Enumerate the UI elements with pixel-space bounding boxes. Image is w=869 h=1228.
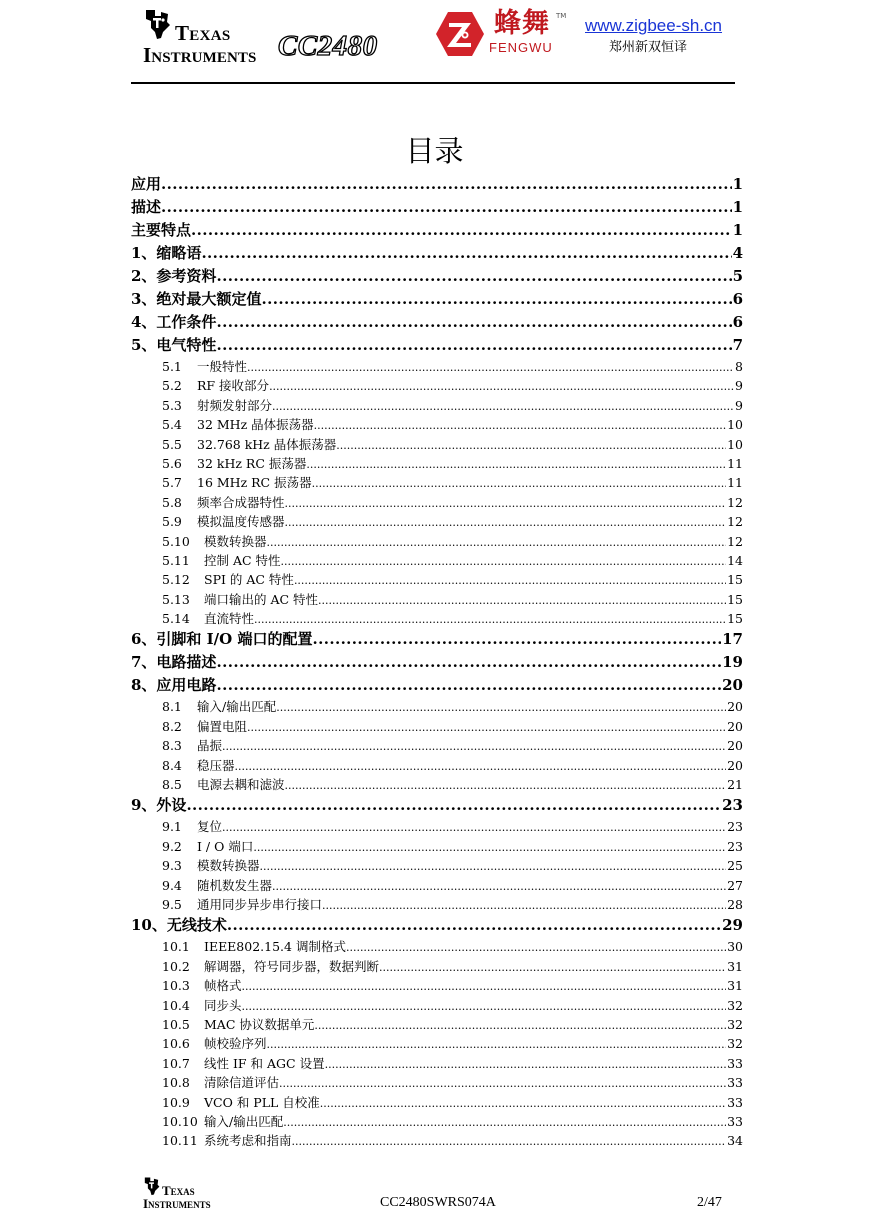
dot-leader [222,737,726,755]
footer-ti-line1: Texas [162,1183,195,1198]
toc-entry-text: 系统考虑和指南 [204,1133,292,1149]
toc-entry[interactable] [131,570,743,589]
toc-entry-number: 10.10 [162,1113,198,1129]
toc-entry-text: 帧校验序列 [204,1036,267,1052]
toc-entry-label [162,1131,292,1150]
ti-logo-line2: Instruments [143,43,257,67]
toc-entry-label [131,674,216,697]
toc-entry-label [131,196,161,219]
toc-entry[interactable] [131,837,743,856]
website-link[interactable]: www.zigbee-sh.cn [585,16,723,35]
toc-entry-page: 19 [722,653,743,672]
toc-entry-text: 射频发射部分 [197,397,273,413]
toc-entry-page: 32 [727,997,743,1013]
toc-entry-page: 32 [727,1016,743,1032]
toc-entry[interactable] [131,937,743,956]
toc-entry-text: 电源去耦和滤波 [197,777,285,793]
dot-leader [216,311,731,334]
toc-entry-label [162,357,247,376]
toc-entry-page: 32 [727,1036,743,1052]
dot-leader [216,651,721,674]
toc-entry-page: 31 [727,978,743,994]
toc-entry-number: 10.8 [162,1075,190,1091]
toc-entry-label [162,376,269,395]
toc-entry-label [131,288,261,311]
dot-leader [242,977,727,995]
toc-entry-label [131,334,216,357]
dot-leader [346,938,726,956]
toc-entry-label [131,628,312,651]
toc-entry-page: 11 [727,455,743,471]
toc-entry-page: 23 [727,838,743,854]
toc-entry-page: 9 [735,378,743,394]
toc-entry-page: 15 [727,591,743,607]
dot-leader [261,288,731,311]
toc-entry-number: 9.2 [162,838,182,854]
dot-leader [336,436,726,454]
dot-leader [216,265,731,288]
dot-leader [320,1094,726,1112]
toc-entry[interactable] [131,1015,743,1034]
toc-entry-number: 10.4 [162,997,190,1013]
ti-logo-line1: Texas [175,21,231,45]
toc-entry[interactable] [131,996,743,1015]
toc-entry-label [162,1054,325,1073]
toc-entry-text: 清除信道评估 [204,1075,280,1091]
toc-entry-label [162,570,294,589]
toc-entry-page: 6 [732,313,743,331]
toc-entry-text: 控制 AC 特性 [204,552,281,568]
toc-entry-page: 20 [727,738,743,754]
toc-entry[interactable] [131,895,743,914]
toc-entry[interactable] [131,775,743,794]
toc-entry-text: 主要特点 [131,221,192,239]
toc-entry-number: 5.7 [162,475,182,491]
toc-entry-number: 10.3 [162,978,190,994]
dot-leader [276,698,726,716]
toc-entry-page: 17 [722,630,743,649]
toc-entry-number: 5.12 [162,572,190,588]
toc-entry[interactable] [131,1034,743,1053]
toc-entry-number: 9.3 [162,858,182,874]
toc-entry[interactable] [131,196,743,219]
dot-leader [379,958,726,976]
dot-leader [254,610,726,628]
toc-entry-page: 31 [727,958,743,974]
toc-entry-number: 5.4 [162,417,182,433]
toc-entry-label [162,937,346,956]
toc-entry-text: 2、参考资料 [131,267,217,285]
toc-entry-text: 6、引脚和 I/O 端口的配置 [131,630,313,649]
toc-entry-page: 12 [727,494,743,510]
toc-entry-page: 15 [727,611,743,627]
toc-entry-page: 23 [727,819,743,835]
toc-entry-page: 33 [727,1055,743,1071]
toc-entry-label [162,512,285,531]
toc-entry-text: 3、绝对最大额定值 [131,290,262,308]
footer-ti-logo [143,1175,233,1215]
toc-entry[interactable] [131,288,743,311]
toc-entry[interactable] [131,435,743,454]
toc-entry-label [162,957,379,976]
toc-entry-page: 12 [727,533,743,549]
dot-leader [227,914,721,937]
toc-entry-text: 直流特性 [204,611,255,627]
toc-entry-label [162,775,285,794]
header-divider [131,82,735,84]
toc-entry-number: 9.4 [162,877,182,893]
toc-entry[interactable] [131,794,743,817]
toc-entry-text: 9、外设 [131,796,187,815]
toc-entry-label [162,609,254,628]
toc-entry-label [131,914,227,937]
toc-entry-label [131,173,161,196]
toc-entry-number: 5.5 [162,436,182,452]
product-name: CC2480 [278,30,378,62]
toc-entry-label [162,736,222,755]
toc-entry-text: 4、工作条件 [131,313,217,331]
toc-entry-number: 5.9 [162,514,182,530]
toc-entry-page: 5 [732,267,743,285]
toc-entry-text: 随机数发生器 [197,877,273,893]
ti-state-icon [143,8,171,40]
toc-entry-page: 1 [732,175,743,193]
toc-entry-label [162,1034,267,1053]
toc-entry-label [162,396,272,415]
dot-leader [161,196,732,219]
toc-entry-page: 33 [727,1094,743,1110]
toc-entry-label [162,454,306,473]
dot-leader [253,838,726,856]
toc-entry-label [162,590,318,609]
toc-entry-text: 16 MHz RC 振荡器 [197,475,312,491]
toc-entry-label [162,473,312,492]
toc-entry-label [131,311,216,334]
dot-leader [312,628,721,651]
toc-title: 目录 [405,134,464,168]
toc-entry-page: 20 [727,757,743,773]
toc-entry[interactable] [131,717,743,736]
toc-entry-page: 27 [727,877,743,893]
toc-entry-page: 30 [727,939,743,955]
toc-entry-text: 稳压器 [197,757,235,773]
dot-leader [161,173,732,196]
toc-entry-text: 32.768 kHz 晶体振荡器 [197,436,337,452]
toc-entry-number: 10.2 [162,958,190,974]
dot-leader [283,1113,726,1131]
toc-entry[interactable] [131,454,743,473]
toc-entry-text: 同步头 [204,997,242,1013]
page-number: 2/47 [697,1195,722,1210]
toc-entry-text: 7、电路描述 [131,653,217,672]
toc-entry-page: 34 [727,1133,743,1149]
toc-entry[interactable] [131,415,743,434]
toc-entry-number: 10.11 [162,1133,198,1149]
toc-entry[interactable] [131,876,743,895]
toc-entry[interactable] [131,1131,743,1150]
texas-instruments-logo [143,8,273,67]
dot-leader [267,1035,727,1053]
toc-entry-number: 10.7 [162,1055,190,1071]
toc-entry[interactable] [131,590,743,609]
toc-entry-label [162,837,253,856]
toc-entry-page: 12 [727,514,743,530]
toc-entry-number: 10.9 [162,1094,190,1110]
dot-leader [191,219,732,242]
toc-entry-number: 10.5 [162,1016,190,1032]
toc-entry-page: 21 [727,777,743,793]
trademark-mark: TM [556,12,567,20]
toc-entry-text: 模数转换器 [197,858,260,874]
fengwu-brand-cn: 蜂舞 [494,8,550,39]
dot-leader [222,818,726,836]
toc-entry-page: 9 [735,397,743,413]
toc-entry-text: 32 kHz RC 振荡器 [197,455,307,471]
toc-entry-text: I / O 端口 [197,838,254,854]
toc-entry-page: 8 [735,359,743,374]
toc-entry[interactable] [131,473,743,492]
toc-entry-text: IEEE802.15.4 调制格式 [204,939,346,955]
toc-entry-number: 9.5 [162,896,182,912]
toc-entry-page: 6 [732,290,743,308]
toc-entry-page: 4 [732,244,743,262]
toc-entry-label [162,756,235,775]
toc-entry-label [162,876,272,895]
dot-leader [216,334,731,357]
toc-entry-text: 线性 IF 和 AGC 设置 [204,1055,325,1071]
toc-entry-text: MAC 协议数据单元 [204,1016,315,1032]
dot-leader [325,1055,727,1073]
dot-leader [269,377,734,395]
toc-entry-text: 8、应用电路 [131,676,217,695]
toc-entry-text: 偏置电阻 [197,718,248,734]
toc-entry-page: 29 [722,916,743,935]
toc-entry-page: 25 [727,858,743,874]
toc-entry-text: 通用同步异步串行接口 [197,896,323,912]
dot-leader [186,794,721,817]
toc-entry-text: VCO 和 PLL 自校准 [204,1094,320,1110]
toc-entry-text: 解调器，符号同步器，数据判断 [204,958,380,974]
toc-entry-text: 模拟温度传感器 [197,514,285,530]
dot-leader [272,877,726,895]
toc-entry-text: 晶振 [197,738,223,754]
dot-leader [322,896,726,914]
toc-entry[interactable] [131,173,743,196]
dot-leader [285,776,727,794]
toc-entry-number: 8.2 [162,718,182,734]
toc-entry-page: 7 [732,336,743,354]
toc-entry-text: 应用 [131,175,162,193]
toc-entry-text: RF 接收部分 [197,378,270,394]
toc-entry-number: 5.10 [162,533,190,549]
toc-entry-text: 复位 [197,819,223,835]
toc-entry-label [131,651,216,674]
toc-entry-number: 10.6 [162,1036,190,1052]
toc-entry-label [162,1015,314,1034]
ti-state-icon [143,1175,160,1197]
toc-entry-page: 11 [727,475,743,491]
toc-entry[interactable] [131,856,743,875]
toc-entry-page: 33 [727,1075,743,1091]
toc-entry-text: 端口输出的 AC 特性 [204,591,319,607]
dot-leader [247,718,726,736]
toc-entry-text: 输入/输出匹配 [204,1113,284,1129]
toc-entry[interactable] [131,532,743,551]
dot-leader [247,358,734,376]
toc-entry-text: 输入/输出匹配 [197,699,277,715]
toc-entry[interactable] [131,242,743,265]
toc-entry[interactable] [131,1054,743,1073]
toc-entry-page: 23 [722,796,743,815]
toc-entry[interactable] [131,609,743,628]
page-header [0,0,869,90]
toc-entry-label [162,1093,320,1112]
toc-entry[interactable] [131,756,743,775]
toc-entry-label [162,435,336,454]
toc-entry-page: 1 [732,221,743,239]
toc-entry[interactable] [131,219,743,242]
toc-entry[interactable] [131,551,743,570]
toc-entry-number: 5.14 [162,611,190,627]
toc-entry-number: 10.1 [162,939,190,955]
toc-entry-label [131,219,191,242]
toc-entry-text: 32 MHz 晶体振荡器 [197,417,314,433]
toc-entry-number: 5.3 [162,397,182,413]
toc-entry-label [162,1073,279,1092]
toc-entry[interactable] [131,817,743,836]
toc-entry-text: 一般特性 [197,359,248,374]
toc-entry-label [162,415,314,434]
toc-entry[interactable] [131,512,743,531]
toc-entry-number: 5.6 [162,455,182,471]
toc-entry-number: 8.5 [162,777,182,793]
toc-entry-text: 帧格式 [204,978,242,994]
toc-entry-label [162,1112,283,1131]
dot-leader [285,513,727,531]
dot-leader [260,857,727,875]
dot-leader [267,533,727,551]
toc-entry-page: 14 [727,552,743,568]
dot-leader [294,571,726,589]
dot-leader [314,416,726,434]
dot-leader [292,1132,727,1150]
toc-entry-label [162,856,260,875]
dot-leader [312,474,727,492]
toc-entry[interactable] [131,957,743,976]
toc-entry-label [162,895,322,914]
toc-entry-page: 20 [722,676,743,695]
toc-entry-text: 5、电气特性 [131,336,217,354]
toc-entry[interactable] [131,914,743,937]
toc-entry-label [162,697,276,716]
toc-entry-page: 10 [727,436,743,452]
toc-entry-number: 5.11 [162,552,190,568]
toc-entry-number: 8.3 [162,738,182,754]
toc-entry-number: 5.8 [162,494,182,510]
dot-leader [242,997,727,1015]
toc-entry[interactable] [131,376,743,395]
table-of-contents [131,173,743,1151]
toc-entry-text: 1、缩略语 [131,244,202,262]
toc-entry-page: 1 [732,198,743,216]
dot-leader [314,1016,726,1034]
toc-entry[interactable] [131,674,743,697]
toc-entry-label [131,794,186,817]
toc-entry[interactable] [131,651,743,674]
fengwu-brand-en: FENGWU [489,40,553,55]
toc-entry[interactable] [131,311,743,334]
toc-entry[interactable] [131,628,743,651]
toc-entry-text: 模数转换器 [204,533,267,549]
toc-entry[interactable] [131,396,743,415]
toc-entry-label [162,717,247,736]
toc-entry-label [131,265,216,288]
footer-ti-line2: Instruments [143,1196,211,1211]
fengwu-logo-icon [434,10,486,58]
toc-entry[interactable] [131,265,743,288]
toc-entry-label [162,532,267,551]
toc-entry-page: 10 [727,417,743,433]
toc-entry-label [162,976,242,995]
toc-entry-page: 20 [727,699,743,715]
dot-leader [216,674,721,697]
toc-entry-text: SPI 的 AC 特性 [204,572,294,588]
toc-entry-page: 20 [727,718,743,734]
toc-entry-number: 8.4 [162,757,182,773]
toc-entry-label [162,817,222,836]
toc-entry-text: 描述 [131,198,162,216]
toc-entry-text: 10、无线技术 [131,916,227,935]
toc-entry-page: 28 [727,896,743,912]
translator-credit: 郑州新双恒译 [609,40,688,55]
dot-leader [235,757,727,775]
toc-entry-label [162,551,281,570]
toc-entry-label [162,493,285,512]
toc-entry[interactable] [131,1093,743,1112]
dot-leader [306,455,726,473]
toc-entry[interactable] [131,1112,743,1131]
dot-leader [281,552,727,570]
toc-entry[interactable] [131,1073,743,1092]
toc-entry-label [162,996,242,1015]
toc-entry-label [131,242,201,265]
dot-leader [285,494,727,512]
toc-entry-page: 15 [727,572,743,588]
toc-entry-text: 频率合成器特性 [197,494,285,510]
document-id: CC2480SWRS074A [380,1195,496,1210]
toc-entry[interactable] [131,357,743,376]
toc-entry[interactable] [131,334,743,357]
toc-entry[interactable] [131,493,743,512]
toc-entry[interactable] [131,976,743,995]
dot-leader [272,397,734,415]
dot-leader [279,1074,726,1092]
dot-leader [201,242,731,265]
toc-entry-number: 8.1 [162,699,182,715]
toc-entry-page: 33 [727,1113,743,1129]
toc-entry-number: 5.1 [162,359,182,374]
toc-entry[interactable] [131,697,743,716]
toc-entry-number: 5.13 [162,591,190,607]
dot-leader [318,591,726,609]
toc-entry-number: 5.2 [162,378,182,394]
toc-entry-number: 9.1 [162,819,182,835]
toc-entry[interactable] [131,736,743,755]
